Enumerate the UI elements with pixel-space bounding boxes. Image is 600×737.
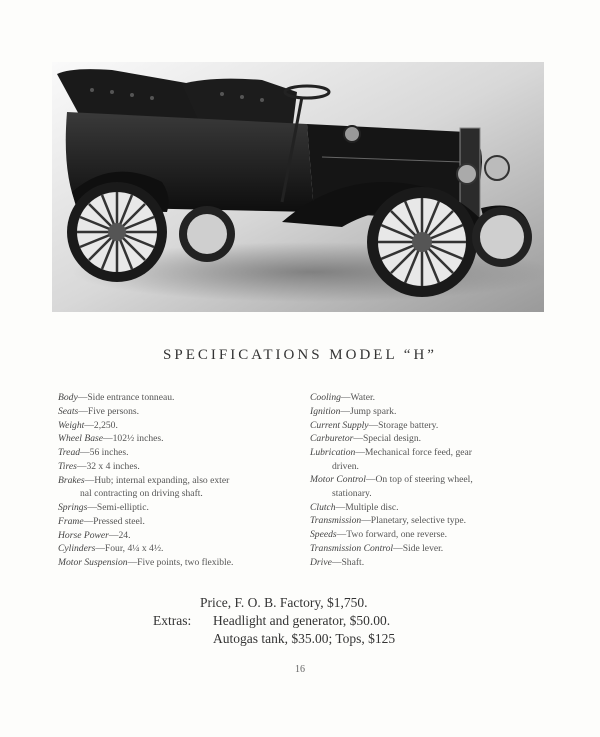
specs-left-column <box>58 391 283 570</box>
spec-row: Springs—Semi-elliptic. <box>58 501 149 513</box>
spec-row: Transmission—Planetary, selective type. <box>310 515 467 527</box>
specs-right-column <box>310 391 545 570</box>
spec-row: Carburetor—Special design. <box>310 433 422 445</box>
spec-row: Motor Control—On top of steering wheel, stationary. <box>310 474 473 499</box>
spec-row: Current Supply—Storage battery. <box>310 419 439 431</box>
spec-row: Lubrication—Mechanical force feed, gear driven. <box>310 447 472 472</box>
extras-label: Extras: <box>153 613 192 628</box>
spec-row: Seats—Five persons. <box>58 405 140 417</box>
spec-row: Brakes—Hub; internal expanding, also exter nal contracting on driving shaft. <box>58 474 230 500</box>
extras-line-1: Headlight and generator, $50.00. <box>213 613 391 628</box>
spec-row: Motor Suspension—Five points, two flexible. <box>58 557 234 569</box>
spec-row: Cylinders—Four, 4¼ x 4½. <box>58 543 164 555</box>
spec-row: Tread—56 inches. <box>58 447 129 459</box>
specifications-heading: SPECIFICATIONS MODEL “H” <box>163 347 437 363</box>
price-line: Price, F. O. B. Factory, $1,750. <box>200 595 368 610</box>
page-number: 16 <box>295 664 305 675</box>
car-photo <box>52 62 544 312</box>
spec-row: Weight—2,250. <box>58 419 118 431</box>
spec-row: Frame—Pressed steel. <box>58 515 145 527</box>
spec-row: Cooling—Water. <box>310 392 376 403</box>
spec-row: Drive—Shaft. <box>310 556 365 568</box>
spec-row: Horse Power—24. <box>58 529 131 541</box>
spec-row: Clutch—Multiple disc. <box>310 501 399 513</box>
extras-line-2: Autogas tank, $35.00; Tops, $125 <box>213 631 396 646</box>
spec-row: Ignition—Jump spark. <box>310 405 397 417</box>
spec-row: Body—Side entrance tonneau. <box>58 392 175 403</box>
spec-row: Wheel Base—102½ inches. <box>58 433 164 445</box>
spec-row: Transmission Control—Side lever. <box>310 542 444 554</box>
spec-row: Speeds—Two forward, one reverse. <box>310 529 448 541</box>
spec-row: Tires—32 x 4 inches. <box>58 460 140 472</box>
